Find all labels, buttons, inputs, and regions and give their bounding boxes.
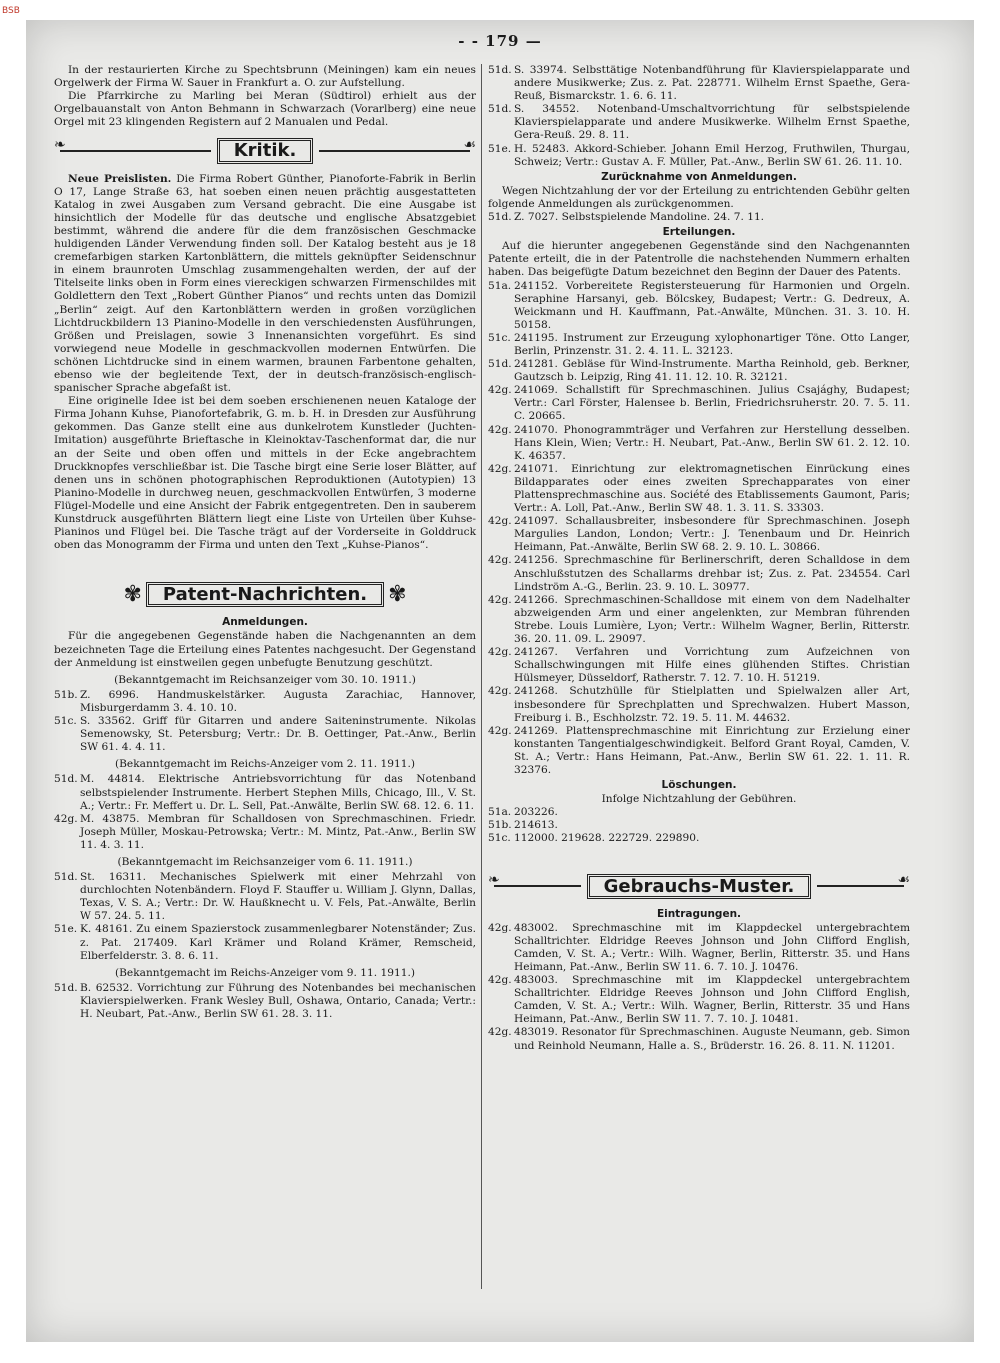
patent-text: Z. 7027. Selbstspielende Mandoline. 24. 7. 11. xyxy=(514,211,765,224)
loeschungen-intro: Infolge Nichtzahlung der Gebühren. xyxy=(601,793,797,806)
patent-entry xyxy=(488,515,910,554)
patent-text: H. 52483. Akkord-Schieber. Johann Emil Herzog, Fruthwilen, Thurgau, Schweiz; Vertr.: Gustav A. F. Müller, Pat.-Anw., Berlin SW 61. 26. 11. 10. xyxy=(514,142,910,168)
anmeldungen-heading: Anmeldungen. xyxy=(222,616,308,629)
kritik-paragraph-2: Eine originelle Idee ist bei dem soeben erschienenen neuen Kataloge der Firma Johann Kuhse, Pianofortefabrik, G. m. b. H. in Dresden zur Ausführung gekommen. Das Ganze stellt eine aus dunkelrotem Kunstleder (Juchten-Imitation) ausgeführte Brieftasche in Kleinoktav-Taschenformat dar, die nur an der Seite und oben offen und mittels in der Ecke angebrachtem Druckknopfes verschließbar ist. Die Tasche birgt eine Serie loser Blätter, auf denen uns in schönen photographischen Reproduktionen (Autotypien) 13 Pianino-Modelle in durchweg neuen, geschmackvollen Entwürfen, 3 moderne Flügel-Modelle und eine Ansicht der Fabrik entgegentreten. Den in sauberem Kunstdruck ausgeführten Blättern liegt eine Liste von Urteilen über Kuhse-Pianinos und Flügel bei. Die Tasche trägt auf der Vorderseite in Golddruck oben das Monogramm der Firma und unten den Text „Kuhse-Pianos“. xyxy=(54,395,476,552)
patent-text: S. 33562. Griff für Gitarren und andere Saiteninstrumente. Nikolas Semenowsky, St. Petersburg; Vertr.: Dr. B. Oettinger, Pat.-Anw., Berlin SW 61. 4. 4. 11. xyxy=(80,715,476,754)
patent-class: 42g. xyxy=(488,974,512,987)
patent-entry xyxy=(488,1026,910,1052)
eintragungen-heading: Eintragungen. xyxy=(656,907,742,920)
patent-text: Z. 6996. Handmuskelstärker. Augusta Zarachiac, Hannover, Misburgerdamm 3. 4. 10. 10. xyxy=(80,688,476,714)
patent-text: 241267. Verfahren und Vorrichtung zum Aufzeichnen von Schallschwingungen mit Hilfe eines glühenden Stiftes. Christian Hülsmeyer, Düsseldorf, Ratherstr. 7. 12. 7. 10. H. 51219. xyxy=(514,646,910,685)
ornament-icon: ✾ xyxy=(123,581,142,607)
patent-entry xyxy=(488,143,910,169)
patent-class: 42g. xyxy=(488,462,512,475)
patent-class: 51d. xyxy=(54,773,78,786)
patent-entry xyxy=(488,974,910,1026)
patent-entry xyxy=(488,358,910,384)
patent-class: 42g. xyxy=(54,812,78,825)
patent-entry xyxy=(488,832,910,845)
patent-text: St. 16311. Mechanisches Spielwerk mit einer Mehrzahl von durchlochten Notenbändern. Floyd F. Stauffer u. William J. Glynn, Dallas, Texas, V. S. A.; Vertr.: Dr. W. Haußknecht u. V. Fels, Pat.-Anwälte, Berlin W 57. 24. 5. 11. xyxy=(80,871,476,923)
announcement-date: (Bekanntgemacht im Reichs-Anzeiger vom 9. 11. 1911.) xyxy=(115,966,415,979)
ornament-icon: ✾ xyxy=(388,581,407,607)
patent-class: 51d. xyxy=(54,871,78,884)
kritik-banner xyxy=(54,138,476,163)
patent-class: 51c. xyxy=(54,715,77,728)
patent-text: 214613. xyxy=(514,819,558,832)
patent-class: 42g. xyxy=(488,515,512,528)
patent-text: 241195. Instrument zur Erzeugung xylophonartiger Töne. Otto Langer, Berlin, Prinzenstr. 31. 2. 4. 11. L. 32123. xyxy=(514,331,910,357)
patent-entry xyxy=(54,813,476,852)
patent-class: 51c. xyxy=(488,331,511,344)
patent-text: 241268. Schutzhülle für Stielplatten und Spielwalzen aller Art, insbesondere für Sprechplatten und Sprechwalzen. Hubert Masson, Freiburg i. B., Eschholzstr. 72. 19. 5. 11. M. 44632. xyxy=(514,685,910,724)
patent-entry xyxy=(488,685,910,724)
patent-entry xyxy=(488,554,910,593)
right-flourish-icon: ☙ xyxy=(313,144,476,158)
announcement-date: (Bekanntgemacht im Reichs-Anzeiger vom 2. 11. 1911.) xyxy=(115,758,415,771)
patent-text: 241266. Sprechmaschinen-Schalldose mit einem von dem Nadelhalter abzweigenden Arm und einer angelenkten, zur Membran führenden Strebe. Louis Lumière, Lyon; Vertr.: Wilhelm Wagner, Berlin, Ritterstr. 36. 20. 11. 09. L. 29097. xyxy=(514,593,910,646)
patent-class: 42g. xyxy=(488,921,512,934)
patent-entry xyxy=(488,64,910,103)
patent-class: 42g. xyxy=(488,384,512,397)
bsb-watermark: BSB xyxy=(2,6,20,16)
patent-entry xyxy=(488,332,910,358)
patent-entry xyxy=(488,424,910,463)
loeschungen-heading: Löschungen. xyxy=(661,779,737,792)
kritik-lead: Neue Preislisten. xyxy=(68,172,172,185)
patent-class: 51b. xyxy=(488,819,512,832)
patent-text: S. 34552. Notenband-Umschaltvorrichtung für selbstspielende Klavierspielapparate und andere Musikwerke. Wilhelm Ernst Spaethe, Gera-Reuß. 29. 8. 11. xyxy=(514,103,910,142)
patent-class: 42g. xyxy=(488,646,512,659)
left-flourish-icon: ❧ xyxy=(54,144,217,158)
column-divider xyxy=(481,64,482,1289)
patent-class: 42g. xyxy=(488,554,512,567)
patent-text: 241152. Vorbereitete Registersteuerung für Harmonien und Orgeln. Seraphine Harsanyi, geb. Bölcskey, Budapest; Vertr.: G. Dedreux, A. Weickmann und H. Kauffmann, Pat.-Anwälte, München. 31. 3. 10. H. 50158. xyxy=(514,279,910,331)
patent-entry xyxy=(54,871,476,923)
patent-entry xyxy=(488,646,910,685)
patent-title: Patent-Nachrichten. xyxy=(146,582,384,607)
patent-entry xyxy=(54,923,476,962)
patent-entry xyxy=(488,594,910,646)
patent-text: 241097. Schallausbreiter, insbesondere für Sprechmaschinen. Joseph Margulies Landon, London; Vertr.: J. Tenenbaum und Dr. Heinrich Heimann, Pat.-Anwälte, Berlin SW 68. 2. 9. 10. L. 30866. xyxy=(514,515,910,554)
patent-entry xyxy=(488,819,910,832)
patent-text: 112000. 219628. 222729. 229890. xyxy=(514,832,700,845)
patent-class: 51a. xyxy=(488,279,512,292)
gebrauchsmuster-banner xyxy=(488,874,910,899)
patent-text: 241269. Plattensprechmaschine mit Einrichtung zur Erzielung einer konstanten Tangentialgeschwindigkeit. Belford Grant Royal, Camden, V. St. A.; Vertr.: Hans Heimann, Pat.-Anw., Berlin SW 61. 22. 1. 11. R. 32376. xyxy=(514,724,910,776)
left-column xyxy=(54,64,476,1021)
patent-class: 51d. xyxy=(54,981,78,994)
patent-entry xyxy=(488,806,910,819)
patent-class: 51c. xyxy=(488,832,511,845)
patent-text: 241071. Einrichtung zur elektromagnetischen Einrückung eines Bildapparates oder eines zweiten Sprechapparates von einer Plattensprechmaschine aus. Société des Etablissements Gaumont, Paris; Vertr.: A. Loll, Pat.-Anw., Berlin SW 48. 1. 3. 11. S. 33303. xyxy=(514,462,910,515)
patent-class: 42g. xyxy=(488,724,512,737)
kritik-title: Kritik. xyxy=(217,138,314,163)
patent-class: 51d. xyxy=(488,358,512,371)
patent-text: 241070. Phonogrammträger und Verfahren zur Herstellung desselben. Hans Klein, Wien; Vertr.: H. Neubart, Pat.-Anw., Berlin SW 61. 2. 12. 10. K. 46357. xyxy=(514,423,910,462)
patent-entry xyxy=(54,773,476,812)
patent-class: 42g. xyxy=(488,593,512,606)
patent-text: S. 33974. Selbsttätige Notenbandführung für Klavierspielapparate und andere Musikwerke; Zus. z. Pat. 228771. Wilhelm Ernst Spaethe, Gera-Reuß, Bismarckstr. 1. 6. 6. 11. xyxy=(514,64,910,103)
patent-text: 483002. Sprechmaschine mit im Klappdeckel untergebrachtem Schalltrichter. Eldridge Reeves Johnson und John Clifford English, Camden, V. St. A.; Vertr.: Wilh. Wagner, Berlin, Ritterstr. 35. und Hans Heimann, Pat.-Anw., Berlin SW 11. 6. 7. 10. J. 10476. xyxy=(514,921,910,973)
patent-entry xyxy=(488,463,910,515)
patent-class: 51d. xyxy=(488,64,512,76)
patent-entry xyxy=(54,715,476,754)
patent-class: 51e. xyxy=(54,923,78,936)
zuruecknahme-heading: Zurücknahme von Anmeldungen. xyxy=(601,170,797,183)
patent-class: 42g. xyxy=(488,423,512,436)
erteilungen-intro: Auf die hierunter angegebenen Gegenstände sind den Nachgenannten Patente erteilt, die in der Patentrolle die nachstehenden Nummern erhalten haben. Das beigefügte Datum bezeichnet den Beginn der Dauer des Patents. xyxy=(488,240,910,279)
patent-entry xyxy=(488,922,910,974)
left-flourish-icon: ❧ xyxy=(488,879,587,893)
patent-entry xyxy=(488,211,910,224)
right-column xyxy=(488,64,910,1053)
announcement-date: (Bekanntgemacht im Reichsanzeiger vom 6. 11. 1911.) xyxy=(117,855,413,868)
patent-text: 241069. Schallstift für Sprechmaschinen. Julius Csajághy, Budapest; Vertr.: Carl Förster, Halensee b. Berlin, Friedrichsruherstr. 20. 7. 5. 11. C. 20665. xyxy=(514,384,910,423)
intro-paragraph-2: Die Pfarrkirche zu Marling bei Meran (Südtirol) erhielt aus der Orgelbauanstalt von Anton Behmann in Schwarzach (Vorarlberg) eine neue Orgel mit 23 klingenden Registern auf 2 Manualen und Pedal. xyxy=(54,90,476,129)
erteilungen-heading: Erteilungen. xyxy=(662,226,736,239)
anmeldungen-intro: Für die angegebenen Gegenstände haben die Nachgenannten an dem bezeichneten Tage die Erteilung eines Patentes nachgesucht. Der Gegenstand der Anmeldung ist einstweilen gegen unbefugte Benutzung geschützt. xyxy=(54,630,476,669)
page-number: - - 179 — xyxy=(458,32,542,50)
patent-entry xyxy=(488,725,910,777)
patent-entry xyxy=(488,280,910,332)
patent-class: 51e. xyxy=(488,142,512,155)
patent-entry xyxy=(488,384,910,423)
patent-text: K. 48161. Zu einem Spazierstock zusammenlegbarer Notenständer; Zus. z. Pat. 217409. Karl Krämer und Roland Krämer, Remscheid, Elberfelderstr. 3. 8. 6. 11. xyxy=(80,923,476,962)
patent-class: 51d. xyxy=(488,211,512,224)
right-flourish-icon: ☙ xyxy=(811,879,910,893)
patent-banner xyxy=(54,582,476,607)
patent-entry xyxy=(488,103,910,142)
patent-text: M. 43875. Membran für Schalldosen von Sprechmaschinen. Friedr. Joseph Müller, Moskau-Petrowska; Vertr.: M. Mintz, Pat.-Anw., Berlin SW 11. 4. 3. 11. xyxy=(80,812,476,851)
patent-text: B. 62532. Vorrichtung zur Führung des Notenbandes bei mechanischen Klavierspielwerken. Frank Wesley Bull, Oshawa, Ontario, Canada; Vertr.: H. Neubart, Pat.-Anw., Berlin SW 61. 28. 3. 11. xyxy=(80,981,476,1020)
patent-entry xyxy=(54,982,476,1021)
patent-class: 51b. xyxy=(54,688,78,701)
patent-class: 42g. xyxy=(488,1026,512,1039)
patent-text: 483019. Resonator für Sprechmaschinen. Auguste Neumann, geb. Simon und Reinhold Neumann, Halle a. S., Brüderstr. 16. 26. 8. 11. N. 11201. xyxy=(514,1026,910,1052)
patent-text: 203226. xyxy=(514,806,558,819)
patent-class: 42g. xyxy=(488,685,512,698)
patent-text: 241281. Gebläse für Wind-Instrumente. Martha Reinhold, geb. Berkner, Gautzsch b. Leipzig, Ring 41. 11. 12. 10. R. 32121. xyxy=(514,358,910,384)
patent-class: 51d. xyxy=(488,103,512,116)
gebrauchsmuster-title: Gebrauchs-Muster. xyxy=(587,874,812,899)
announcement-date: (Bekanntgemacht im Reichsanzeiger vom 30. 10. 1911.) xyxy=(114,673,416,686)
patent-entry xyxy=(54,689,476,715)
kritik-text-1: Die Firma Robert Günther, Pianoforte-Fabrik in Berlin O 17, Lange Straße 63, hat soeben einen neuen prächtig ausgestatteten Katalog in zwei Ausgaben zum Versand gebracht. Die eine Ausgabe ist hinsichtlich der Modelle für das deutsche und englische Absatzgebiet bestimmt, während die andere für die dem französischen Geschmacke huldigenden Länder Verwendung finden soll. Der Katalog besteht aus je 18 cremefarbigen starken Kartonblättern, die mittels geknüpfter Seidenschnur in einem braunroten Umschlag zusammengehalten werden, der auf der Titelseite links oben in Form eines viereckigen schwarzen Firmenschildes mit Goldlettern den Text „Robert Günther Pianos“ und rechts unten das Domizil „Berlin“ zeigt. Auf den Kartonblättern werden in großen vorzüglichen Lichtdruckbildern 13 Pianino-Modelle in den verschiedensten Ausführungen, Größen und Preislagen, sowie 3 Innenansichten vorgeführt. Es sind vorwiegend neue Modelle in geschmackvollen modernen Entwürfen. Die schönen Lichtdrucke sind in einem warmen, braunen Farbentone gehalten, ebenso wie der begleitende Text, der in deutsch-französisch-englisch-spanischer Sprache abgefaßt ist. xyxy=(54,172,476,395)
patent-text: 483003. Sprechmaschine mit im Klappdeckel untergebrachtem Schalltrichter. Eldridge Reeves Johnson und John Clifford English, Camden, V. St. A.; Vertr.: Wilh. Wagner, Berlin, Ritterstr. 35 und Hans Heimann, Pat.-Anw., Berlin SW 11. 7. 7. 10. J. 10481. xyxy=(514,974,910,1026)
patent-text: M. 44814. Elektrische Antriebsvorrichtung für das Notenband selbstspielender Instrumente. Herbert Stephen Mills, Chicago, Ill., V. St. A.; Vertr.: Fr. Meffert u. Dr. L. Sell, Pat.-Anwälte, Berlin SW. 68. 12. 6. 11. xyxy=(80,773,476,812)
intro-paragraph-1: In der restaurierten Kirche zu Spechtsbrunn (Meiningen) kam ein neues Orgelwerk der Firma W. Sauer in Frankfurt a. O. zur Aufstellung. xyxy=(54,64,476,90)
zuruecknahme-intro: Wegen Nichtzahlung der vor der Erteilung zu entrichtenden Gebühr gelten folgende Anmeldungen als zurückgenommen. xyxy=(488,184,910,210)
patent-text: 241256. Sprechmaschine für Berlinerschrift, deren Schalldose in dem Anschlußstutzen des Schallarms drehbar ist; Zus. z. Pat. 234554. Carl Lindström A.-G., Berlin. 23. 9. 10. L. 30977. xyxy=(514,554,910,593)
kritik-paragraph-1 xyxy=(54,173,476,396)
patent-class: 51a. xyxy=(488,806,512,819)
